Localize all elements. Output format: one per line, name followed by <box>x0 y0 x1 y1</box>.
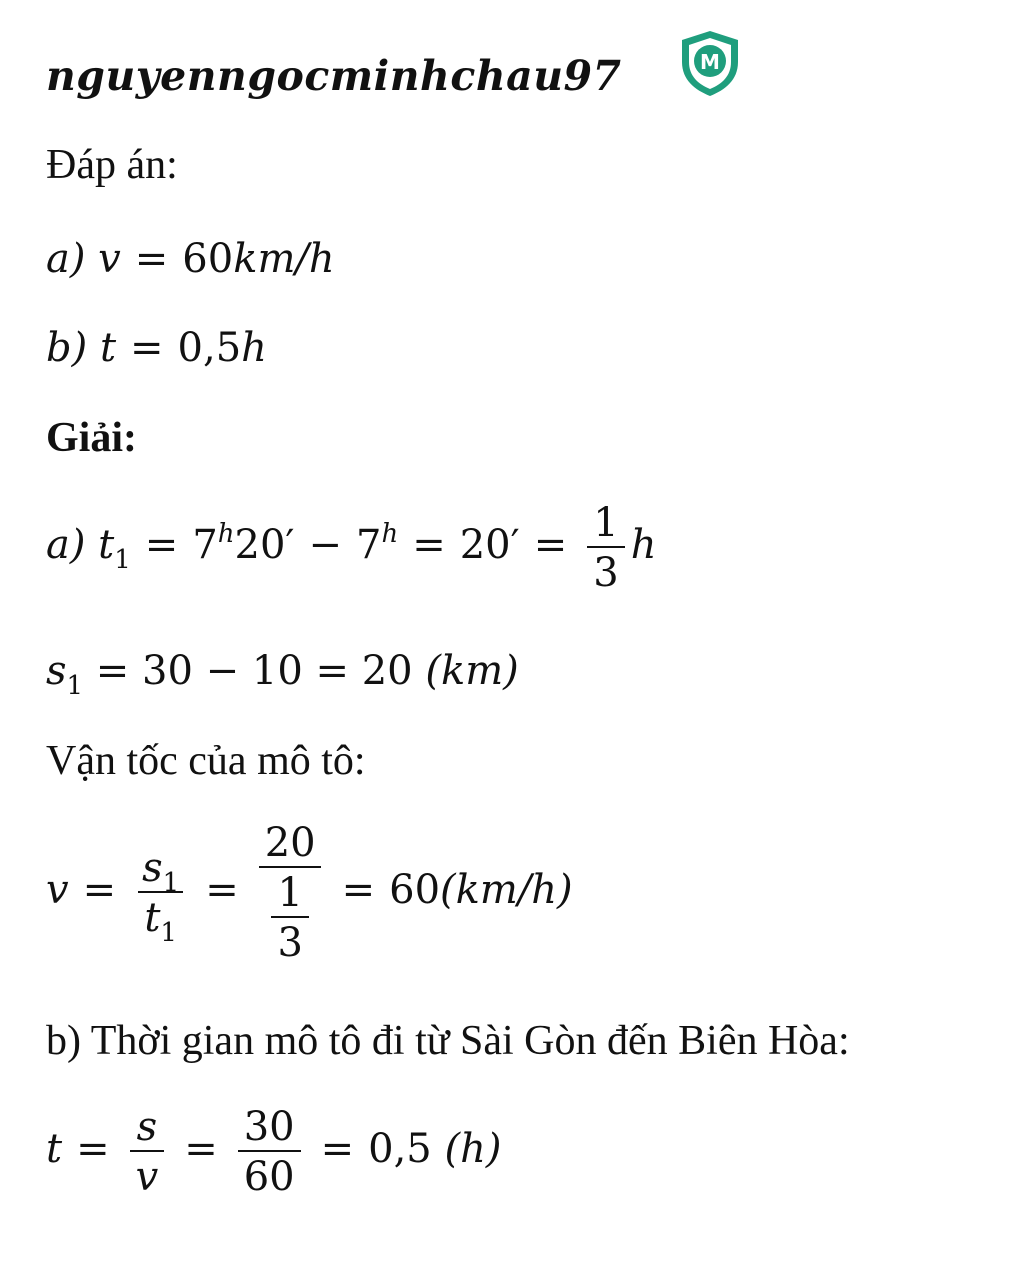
answer-line-b: b) t = 0,5h <box>46 325 267 371</box>
answer-b-var: t <box>99 325 117 371</box>
badge-letter: M <box>700 50 720 74</box>
solution-line-t: t = $\frac{s}{v}$ = $\frac{30}{60}$ = 0,5 (h) <box>46 1104 502 1200</box>
answer-b-label: b) <box>46 325 88 371</box>
answer-b-unit: h <box>241 325 267 371</box>
answer-b-value: 0,5 <box>177 325 242 371</box>
answer-a-unit: km/h <box>233 236 335 282</box>
solution-title: Giải: <box>46 415 137 461</box>
answer-a-var: v <box>98 236 121 282</box>
moderator-shield-icon <box>676 28 744 98</box>
solution-line-v: v = $\frac{s_1}{t_1}$ = $\frac{20}{\frac{1}{3}}$ = 60(km/h) <box>46 820 573 966</box>
fraction-inner-third: $\frac{1}{3}$ <box>271 872 308 964</box>
solution-line-s: $s_1 = 30 - 10 = 20$ (km) <box>46 648 519 701</box>
answer-line-a: a) v = 60km/h <box>46 236 335 282</box>
fraction-s1-t1: $\frac{s_1}{t_1}$ <box>136 847 185 939</box>
solution-line-a: a) $t_1 = 7^h20' - 7^h = 20'$ = $\frac{1}{3}$ h <box>46 500 657 596</box>
fraction-s-v: $\frac{s}{v}$ <box>130 1106 165 1198</box>
fraction-one-third: $\frac{1}{3}$ <box>587 502 624 594</box>
time-text: b) Thời gian mô tô đi từ Sài Gòn đến Biên Hòa: <box>46 1018 850 1064</box>
answer-a-label: a) <box>46 236 86 282</box>
username[interactable]: nguyenngocminhchau97 <box>46 52 622 100</box>
speed-text: Vận tốc của mô tô: <box>46 738 366 784</box>
fraction-20-over-third: $\frac{20}{\frac{1}{3}}$ <box>259 822 322 964</box>
answer-title: Đáp án: <box>46 142 178 188</box>
answer-a-value: 60 <box>182 236 234 282</box>
fraction-30-60: $\frac{30}{60}$ <box>238 1106 301 1198</box>
